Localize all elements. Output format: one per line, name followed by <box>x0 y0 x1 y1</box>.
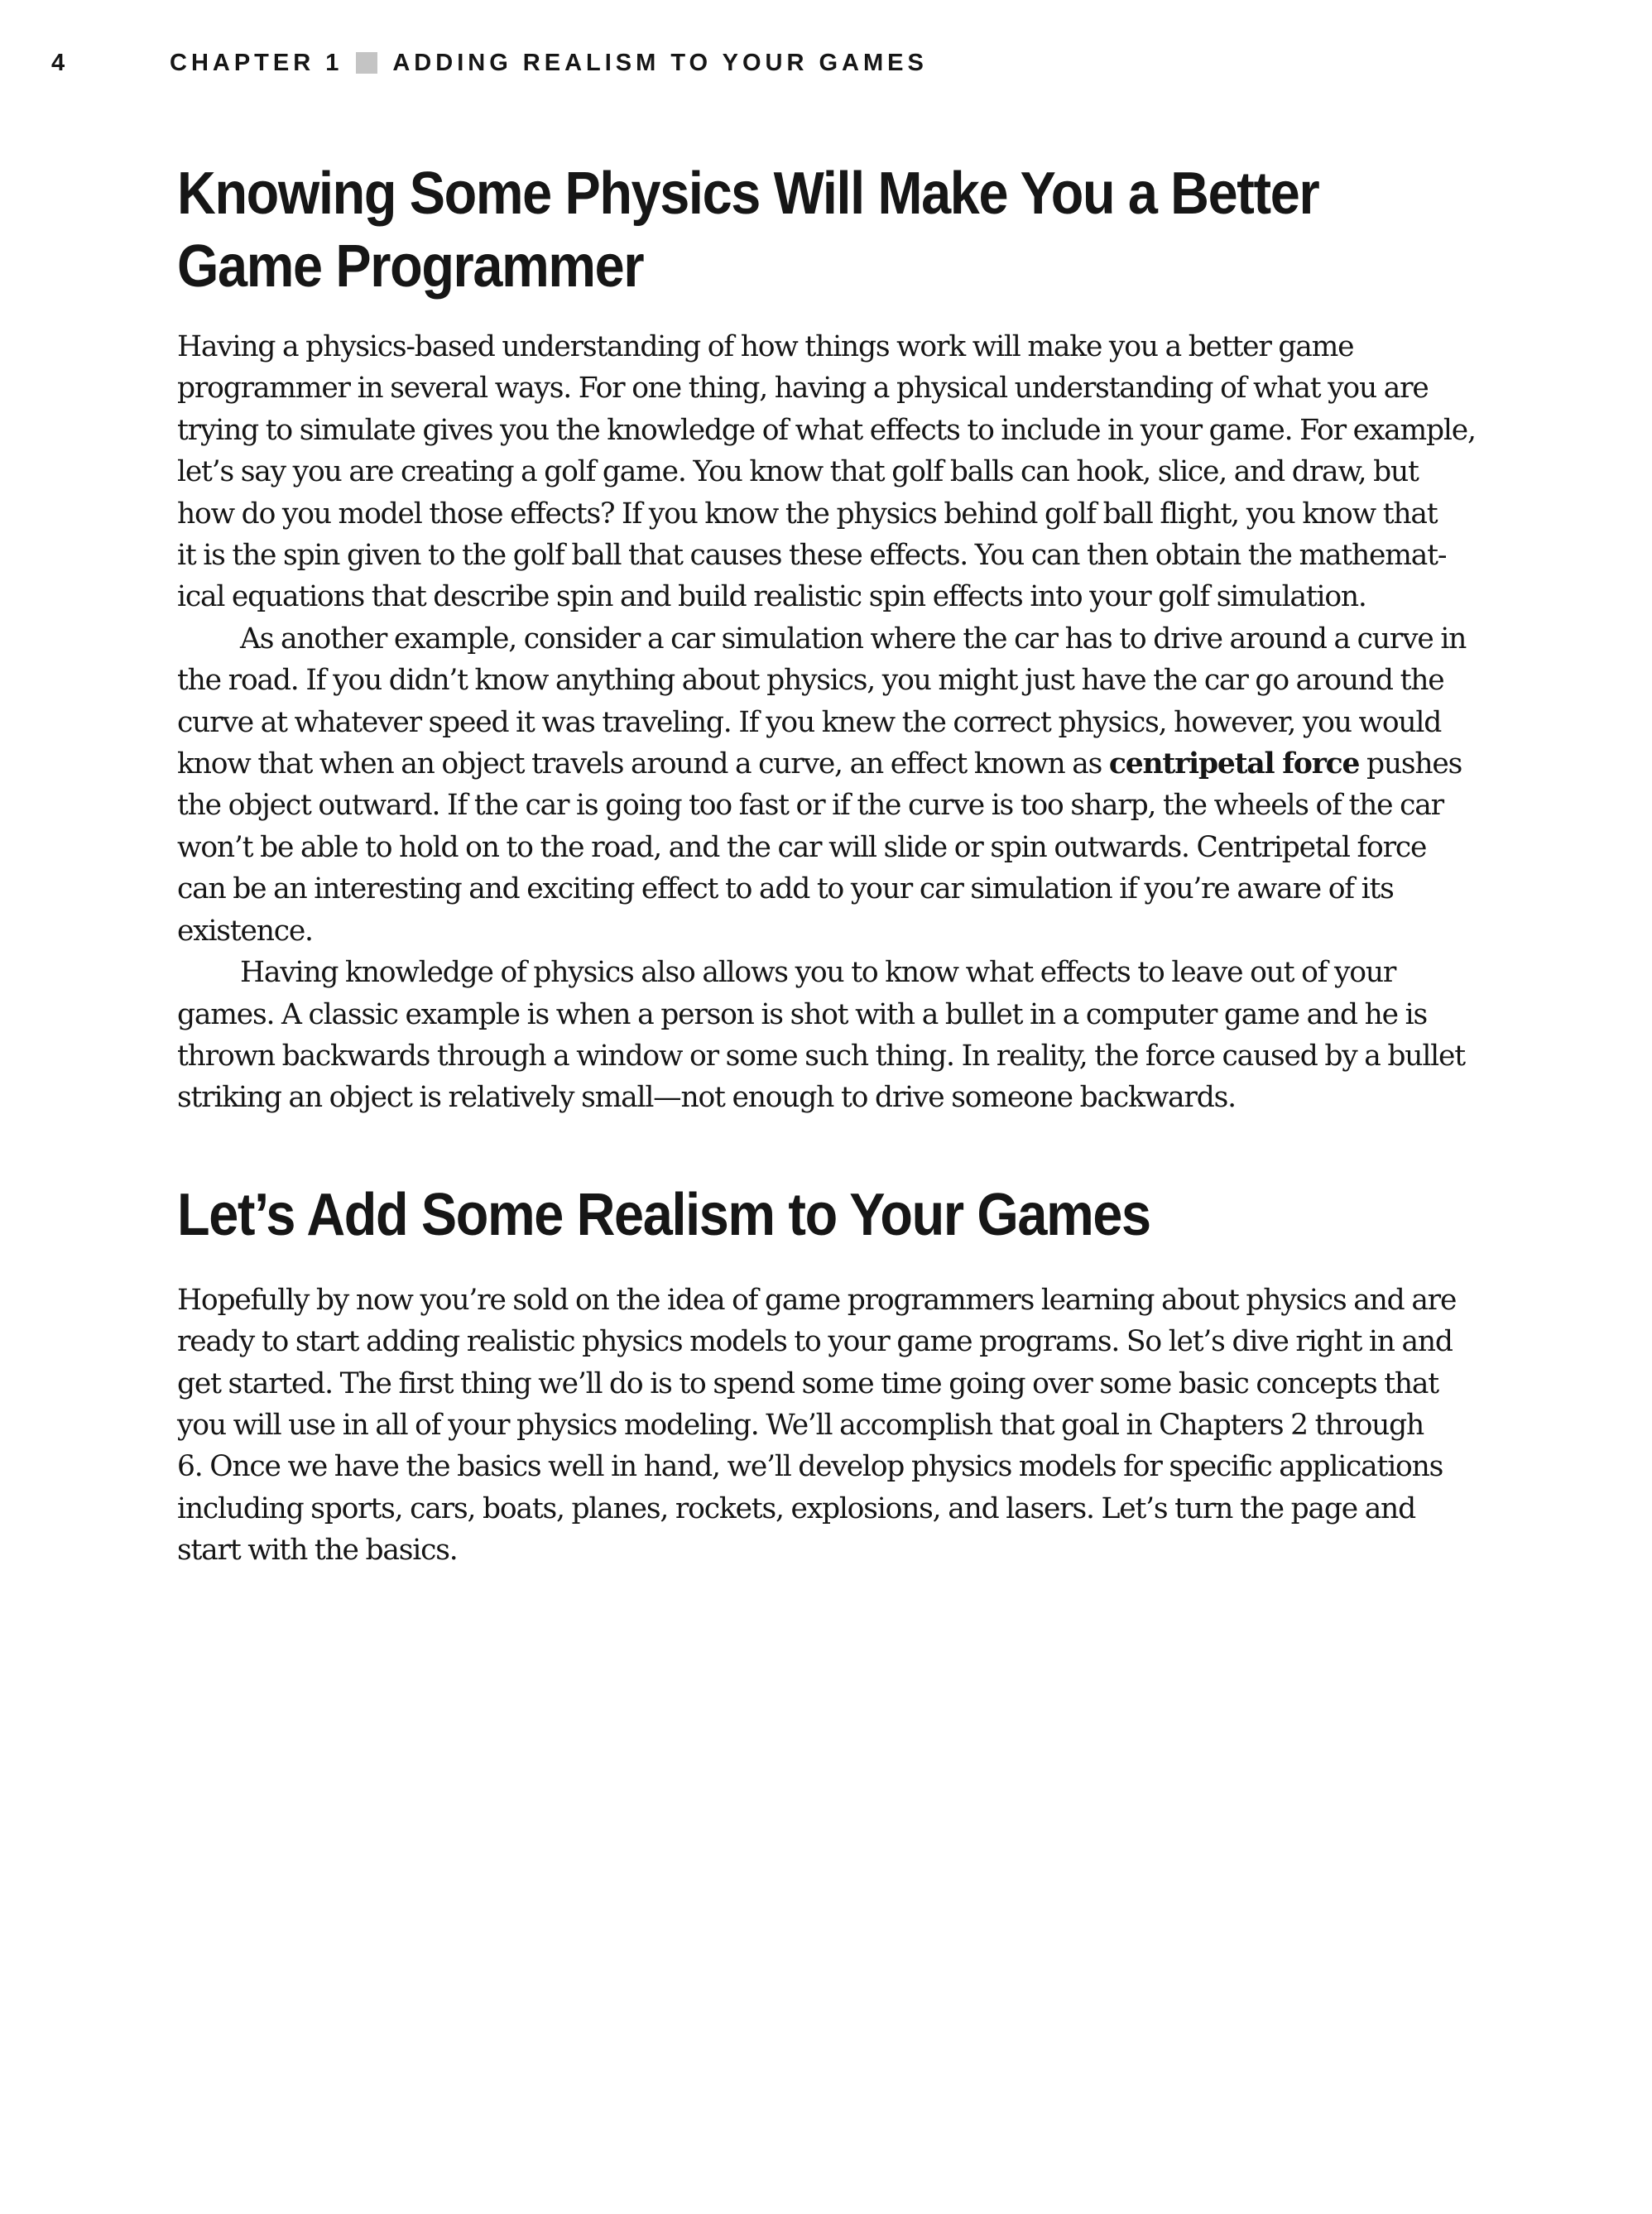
text-line: start with the basics. <box>177 1534 458 1568</box>
bold-term-centripetal-force: centripetal force <box>1108 747 1360 781</box>
heading-line: Let’s Add Some Realism to Your Games <box>177 1181 1150 1248</box>
running-head <box>51 46 928 79</box>
chapter-label: CHAPTER 1 <box>170 49 343 76</box>
text-line: thrown backwards through a window or some such thing. In reality, the force caused by a bullet <box>177 1039 1465 1073</box>
text-line: Having knowledge of physics also allows you to know what effects to leave out of your <box>240 956 1396 990</box>
text-line: including sports, cars, boats, planes, rockets, explosions, and lasers. Let’s turn the page and <box>177 1491 1415 1525</box>
chapter-title: ADDING REALISM TO YOUR GAMES <box>392 49 928 76</box>
text-line: Having a physics-based understanding of how things work will make you a better game <box>177 330 1354 363</box>
text-line: ical equations that describe spin and build realistic spin effects into your golf simulation. <box>177 580 1366 614</box>
text-line: can be an interesting and exciting effect to add to your car simulation if you’re aware of its <box>177 872 1394 906</box>
text-line <box>177 747 1462 780</box>
text-line: the road. If you didn’t know anything about physics, you might just have the car go around the <box>177 664 1444 698</box>
text-line: you will use in all of your physics modeling. We’ll accomplish that goal in Chapters 2 through <box>177 1408 1424 1442</box>
paragraph-get-started <box>177 1280 1501 1572</box>
text-line: trying to simulate gives you the knowledge of what effects to include in your game. For example, <box>177 413 1476 447</box>
text-line: games. A classic example is when a person is shot with a bullet in a computer game and he is <box>177 997 1428 1031</box>
text-line: how do you model those effects? If you know the physics behind golf ball flight, you know that <box>177 497 1438 531</box>
text-line: curve at whatever speed it was traveling. If you knew the correct physics, however, you would <box>177 705 1442 739</box>
text-line: ready to start adding realistic physics models to your game programs. So let’s dive right in and <box>177 1325 1453 1359</box>
text-line: striking an object is relatively small—not enough to drive someone backwards. <box>177 1081 1236 1115</box>
text-line: it is the spin given to the golf ball that causes these effects. You can then obtain the mathemat- <box>177 539 1447 573</box>
text-fragment: pushes <box>1359 747 1462 781</box>
heading-line: Knowing Some Physics Will Make You a Better <box>177 161 1319 227</box>
square-separator-icon <box>356 52 377 74</box>
text-line: existence. <box>177 914 313 948</box>
page-number: 4 <box>51 49 70 76</box>
paragraph-car-simulation <box>177 618 1501 952</box>
section-heading-physics <box>177 157 1369 303</box>
text-line: 6. Once we have the basics well in hand, we’ll develop physics models for specific applications <box>177 1450 1443 1484</box>
paragraph-effects-to-leave-out <box>177 952 1501 1119</box>
text-line: As another example, consider a car simulation where the car has to drive around a curve in <box>240 622 1467 656</box>
text-line: let’s say you are creating a golf game. You know that golf balls can hook, slice, and draw, but <box>177 455 1419 489</box>
section-heading-realism <box>177 1179 1369 1251</box>
heading-line: Game Programmer <box>177 233 644 300</box>
paragraph-physics-understanding <box>177 326 1501 618</box>
text-line: won’t be able to hold on to the road, and the car will slide or spin outwards. Centripetal force <box>177 830 1427 864</box>
page-body <box>177 157 1501 1572</box>
text-line: the object outward. If the car is going too fast or if the curve is too sharp, the wheels of the car <box>177 789 1443 823</box>
text-fragment: know that when an object travels around a curve, an effect known as <box>177 747 1109 781</box>
text-line: get started. The first thing we’ll do is to spend some time going over some basic concepts that <box>177 1366 1438 1400</box>
text-line: programmer in several ways. For one thing, having a physical understanding of what you are <box>177 372 1429 406</box>
text-line: Hopefully by now you’re sold on the idea of game programmers learning about physics and are <box>177 1283 1457 1317</box>
